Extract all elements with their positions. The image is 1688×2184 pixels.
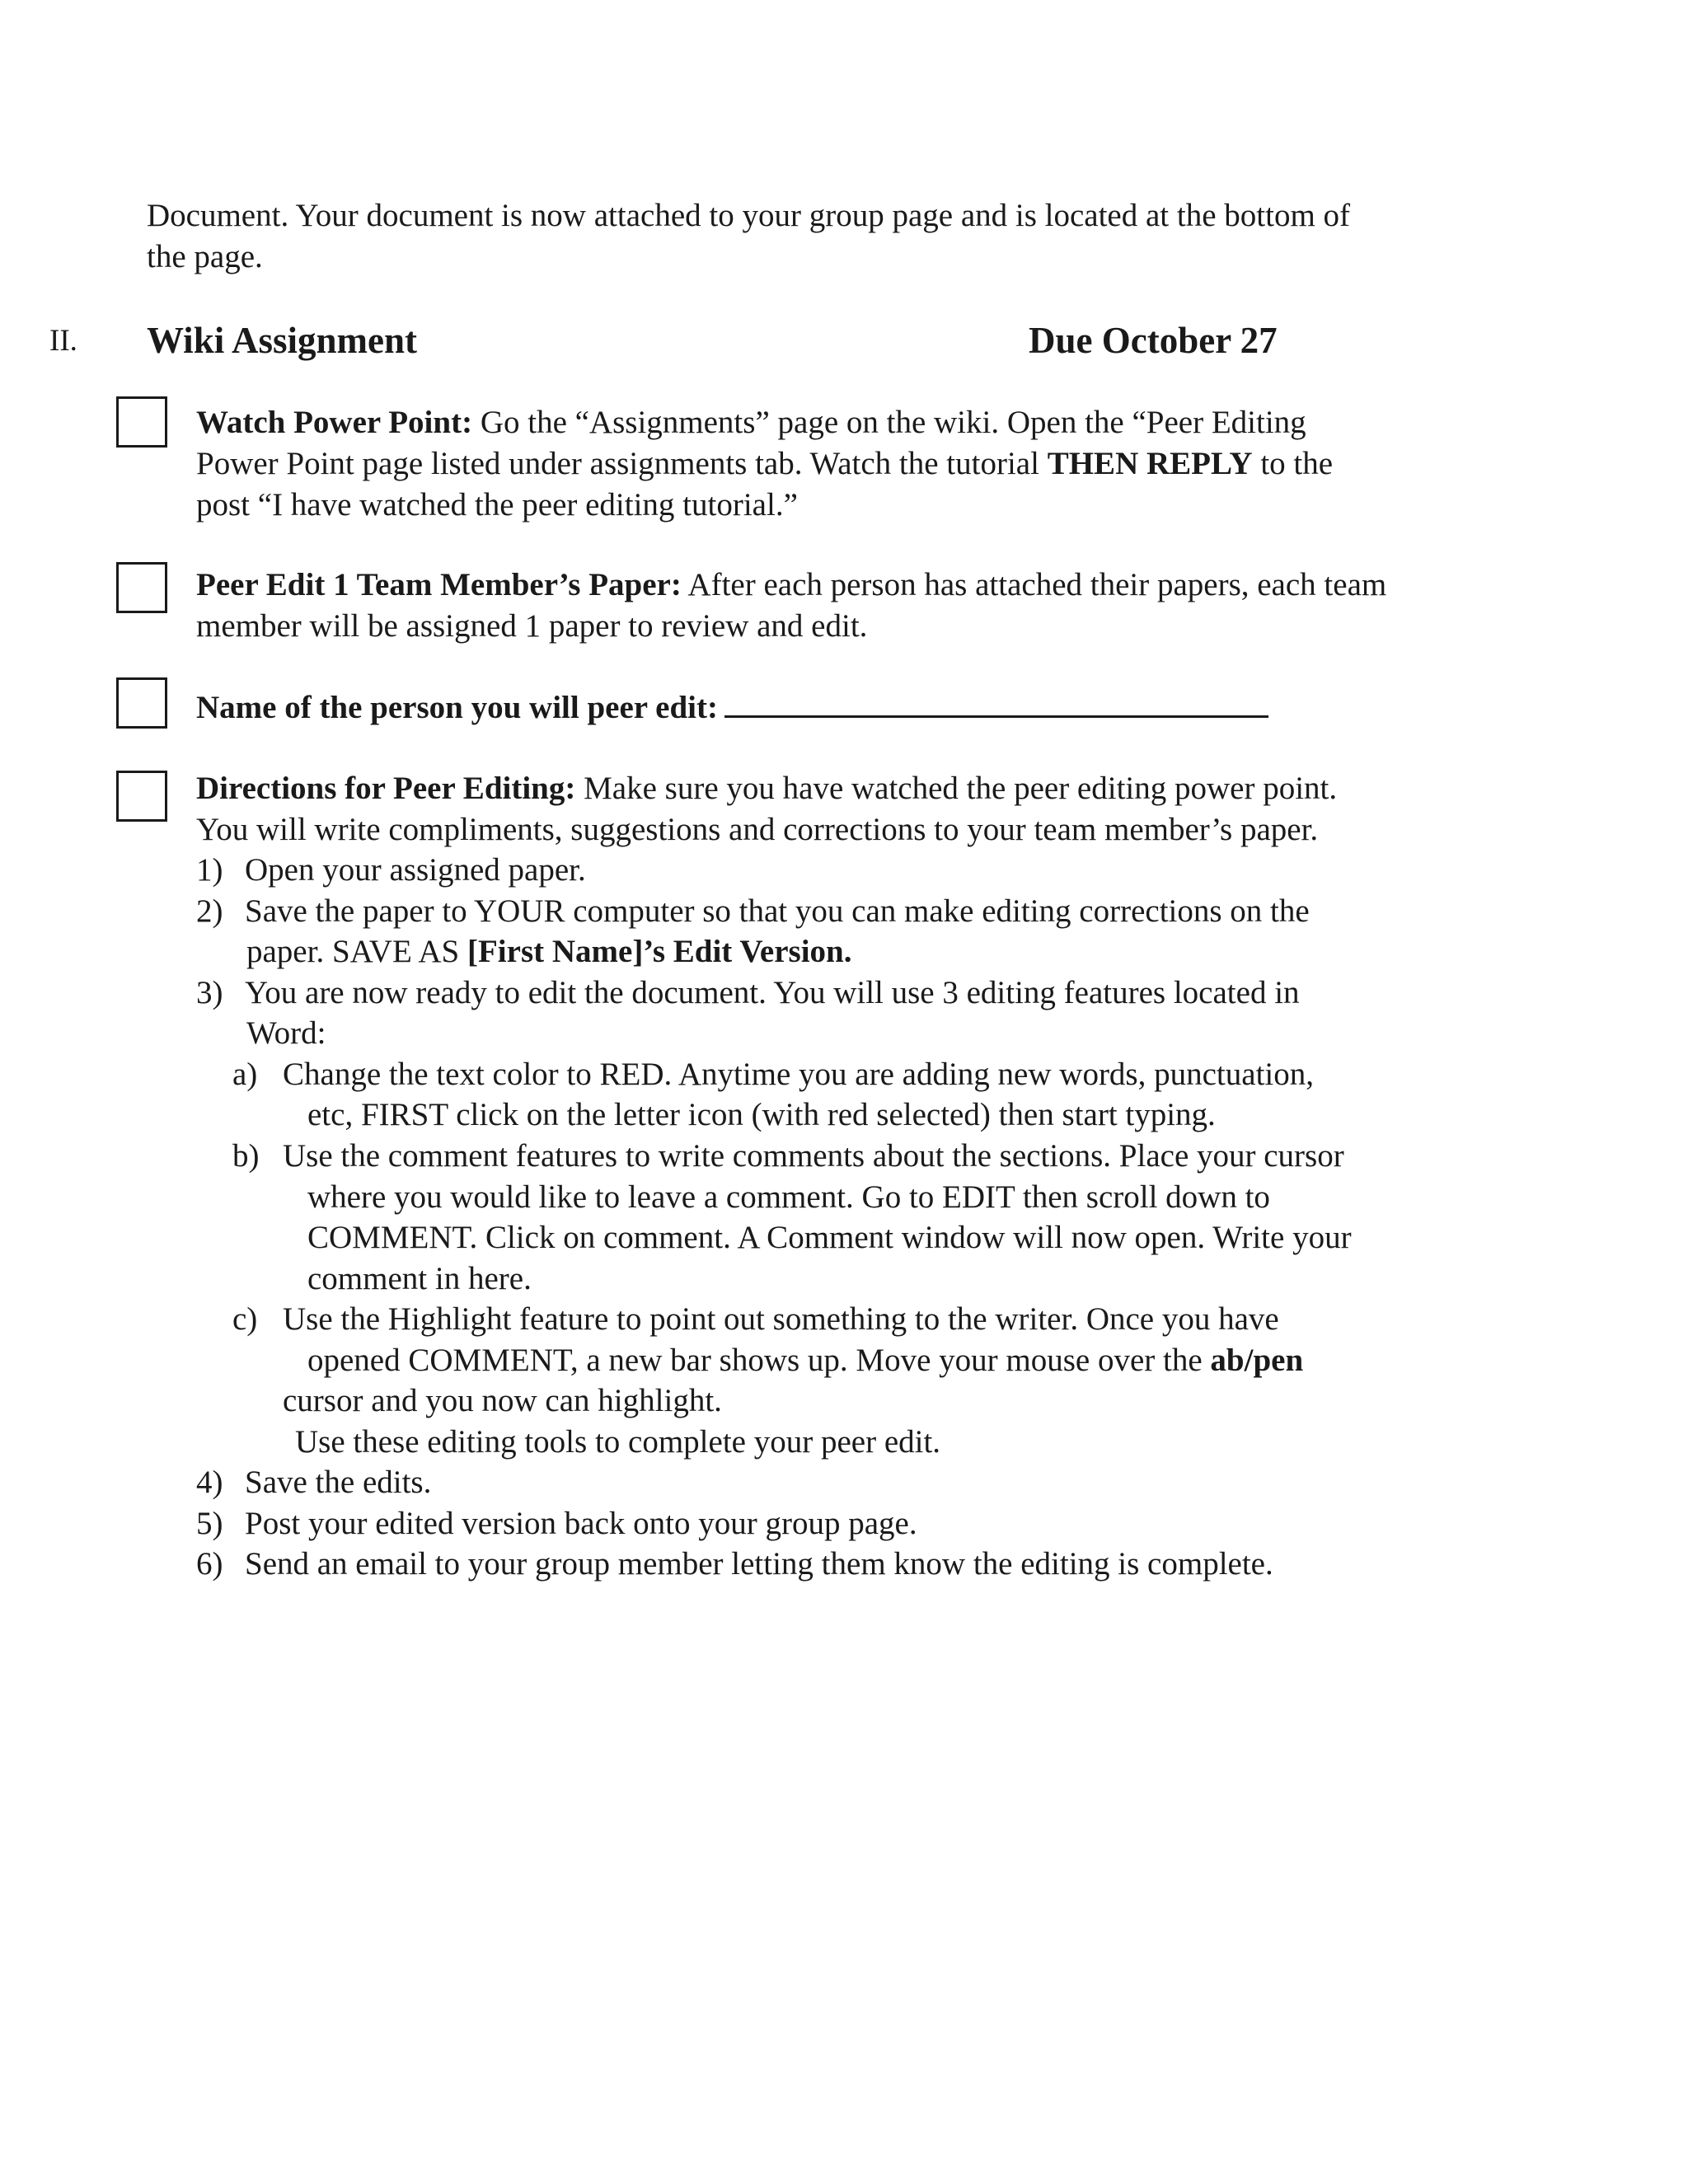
peer-edit-checkbox[interactable] <box>116 562 167 613</box>
section-title: Wiki Assignment <box>147 320 418 361</box>
directions-label: Directions for Peer Editing: <box>196 771 576 806</box>
directions-checkbox[interactable] <box>116 771 167 822</box>
substep-b-line-3: COMMENT. Click on comment. A Comment window will now open. Write your <box>307 1220 1352 1255</box>
watch-powerpoint-checkbox[interactable] <box>116 396 167 448</box>
intro-line-1: Document. Your document is now attached to your group page and is located at the bottom of <box>147 198 1351 233</box>
then-reply-text: THEN REPLY <box>1047 446 1253 481</box>
step-2-text: Save the paper to YOUR computer so that you can make editing corrections on the <box>245 893 1310 929</box>
step-4-num: 4) <box>196 1465 223 1500</box>
step-3-continuation: Word: <box>246 1015 326 1051</box>
substep-a-line-1: Change the text color to RED. Anytime you are adding new words, punctuation, <box>283 1057 1314 1092</box>
name-person-line <box>196 686 1268 729</box>
substep-a-letter: a) <box>232 1057 258 1092</box>
step-3-num: 3) <box>196 975 223 1010</box>
substep-b-line-2: where you would like to leave a comment. Go to EDIT then scroll down to <box>307 1179 1270 1215</box>
step-3-text: You are now ready to edit the document. You will use 3 editing features located in <box>245 975 1300 1010</box>
closing-line: Use these editing tools to complete your peer edit. <box>295 1424 941 1460</box>
step-5-text: Post your edited version back onto your group page. <box>245 1506 917 1541</box>
substep-c-line-1: Use the Highlight feature to point out something to the writer. Once you have <box>283 1301 1279 1337</box>
section-numeral: II. <box>49 324 77 358</box>
peer-edit-line-2: member will be assigned 1 paper to review and edit. <box>196 608 868 644</box>
watch-line-2-text: Power Point page listed under assignments tab. Watch the tutorial <box>196 446 1048 481</box>
step-2-cont-text: paper. SAVE AS <box>246 934 467 969</box>
step-6-num: 6) <box>196 1546 223 1582</box>
step-1-text: Open your assigned paper. <box>245 852 586 888</box>
watch-line-3: post “I have watched the peer editing tutorial.” <box>196 487 798 523</box>
ab-pen-text: ab/pen <box>1210 1343 1304 1378</box>
directions-line-1-text: Make sure you have watched the peer editing power point. <box>575 771 1338 806</box>
substep-b-line-4: comment in here. <box>307 1261 532 1296</box>
peer-edit-line-1-text: After each person has attached their papers, each team <box>681 567 1387 602</box>
watch-line-1-text: Go the “Assignments” page on the wiki. Open the “Peer Editing <box>472 405 1306 440</box>
peer-edit-line-1 <box>196 565 1386 606</box>
peer-edit-label: Peer Edit 1 Team Member’s Paper: <box>196 567 682 602</box>
substep-c-line-3: cursor and you now can highlight. <box>283 1383 722 1418</box>
directions-line-1 <box>196 768 1337 809</box>
substep-c-line-2-text: opened COMMENT, a new bar shows up. Move your mouse over the <box>307 1343 1211 1378</box>
step-5-num: 5) <box>196 1506 223 1541</box>
substep-b-line-1: Use the comment features to write comments about the sections. Place your cursor <box>283 1138 1344 1174</box>
step-2-num: 2) <box>196 893 223 929</box>
save-as-name: [First Name]’s Edit Version. <box>467 934 852 969</box>
name-person-blank[interactable] <box>724 686 1268 718</box>
step-2-continuation <box>246 931 852 972</box>
substep-c-line-2 <box>307 1340 1303 1381</box>
step-4-text: Save the edits. <box>245 1465 432 1500</box>
watch-line-2-end: to the <box>1252 446 1334 481</box>
name-person-checkbox[interactable] <box>116 677 167 729</box>
intro-line-2: the page. <box>147 239 263 274</box>
due-date: Due October 27 <box>1029 320 1278 361</box>
watch-line-1 <box>196 402 1306 443</box>
substep-b-letter: b) <box>232 1138 260 1174</box>
substep-a-line-2: etc, FIRST click on the letter icon (with red selected) then start typing. <box>307 1097 1216 1132</box>
directions-line-2: You will write compliments, suggestions and corrections to your team member’s paper. <box>196 812 1319 847</box>
watch-label: Watch Power Point: <box>196 405 473 440</box>
step-1-num: 1) <box>196 852 223 888</box>
substep-c-letter: c) <box>232 1301 258 1337</box>
step-6-text: Send an email to your group member letting them know the editing is complete. <box>245 1546 1273 1582</box>
watch-line-2 <box>196 443 1333 485</box>
name-person-label: Name of the person you will peer edit: <box>196 690 718 725</box>
